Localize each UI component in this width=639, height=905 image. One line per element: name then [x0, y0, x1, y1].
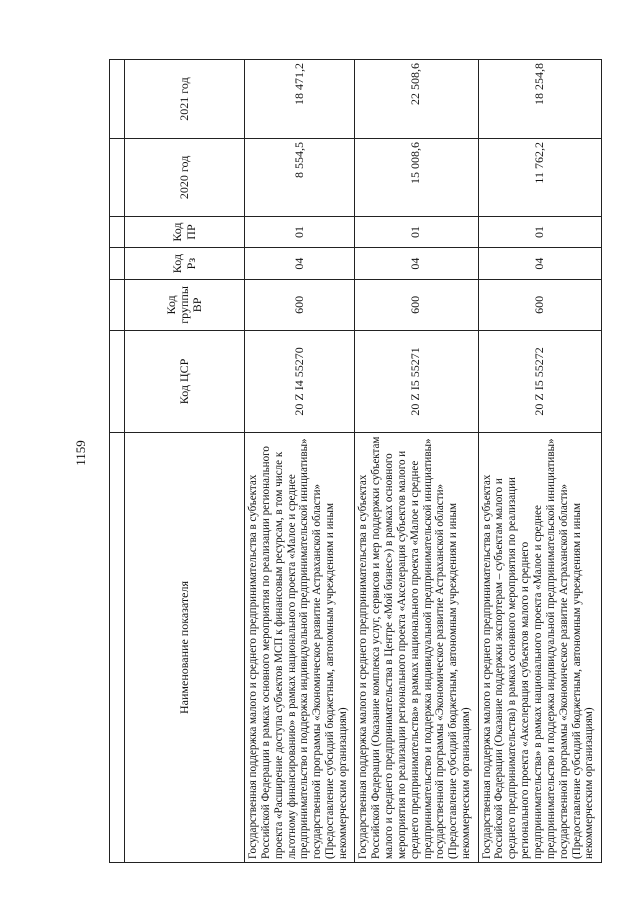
row-2021: 18 471,2	[245, 60, 355, 139]
header-csr: Код ЦСР	[125, 330, 245, 432]
row-2021: 18 254,8	[478, 60, 601, 139]
row-rz: 04	[245, 248, 355, 280]
row-vr: 600	[245, 279, 355, 330]
row-vr: 600	[478, 279, 601, 330]
row-2020: 15 008,6	[355, 139, 478, 217]
header-rz: Код Рз	[125, 248, 245, 280]
row-rz: 04	[355, 248, 478, 280]
header-name: Наименование показателя	[125, 432, 245, 862]
header-pr: Код ПР	[125, 216, 245, 248]
header-2020: 2020 год	[125, 139, 245, 217]
table-row	[355, 60, 478, 863]
table-header-row	[125, 60, 245, 863]
budget-table	[109, 59, 602, 863]
row-name: Государственная поддержка малого и среднего предпринимательства в субъектах Российской Федерации (Оказание комплекса услуг, сервисов и мер поддержки субъектам малого и среднего предпринимательства в Центре «Мой бизнес») в рамках основного мероприятия по реализации регионального проекта «Акселерация субъектов малого и среднего предпринимательства» в рамках национального проекта «Малое и среднее предпринимательство и поддержка индивидуальной предпринимательской инициативы» государственной программы «Экономическое развитие Астраханской области» (Предоставление субсидий бюджетным, автономным учреждениям и иным некоммерческим организациям)	[355, 432, 478, 862]
row-rz: 04	[478, 248, 601, 280]
header-vr: Код группы ВР	[125, 279, 245, 330]
row-csr: 20 Z I5 55271	[355, 330, 478, 432]
table-row	[478, 60, 601, 863]
row-name: Государственная поддержка малого и среднего предпринимательства в субъектах Российской Федерации (Оказание поддержки экспортерам – субъектам малого и среднего предпринимательства) в рамках основного мероприятия по реализации регионального проекта «Акселерация субъектов малого и среднего предпринимательства» в рамках национального проекта «Малое и среднее предпринимательство и поддержка индивидуальной предпринимательской инициативы» государственной программы «Экономическое развитие Астраханской области» (Предоставление субсидий бюджетным, автономным учреждениям и иным некоммерческим организациям)	[478, 432, 601, 862]
row-2021: 22 508,6	[355, 60, 478, 139]
page-number: 1159	[73, 440, 88, 466]
header-2021: 2021 год	[125, 60, 245, 139]
rotated-table-container	[109, 59, 602, 863]
row-pr: 01	[355, 216, 478, 248]
row-pr: 01	[478, 216, 601, 248]
row-csr: 20 Z I5 55272	[478, 330, 601, 432]
row-2020: 8 554,5	[245, 139, 355, 217]
row-csr: 20 Z I4 55270	[245, 330, 355, 432]
row-vr: 600	[355, 279, 478, 330]
table-row	[245, 60, 355, 863]
row-pr: 01	[245, 216, 355, 248]
table-spacer-row	[110, 60, 125, 863]
row-name: Государственная поддержка малого и среднего предпринимательства в субъектах Российской Федерации в рамках основного мероприятия по реализации регионального проекта «Расширение доступа субъектов МСП к финансовым ресурсам, в том числе к льготному финансированию» в рамках национального проекта «Малое и среднее предпринимательство и поддержка индивидуальной предпринимательской инициативы» государственной программы «Экономическое развитие Астраханской области» (Предоставление субсидий бюджетным, автономным учреждениям и иным некоммерческим организациям)	[245, 432, 355, 862]
row-2020: 11 762,2	[478, 139, 601, 217]
